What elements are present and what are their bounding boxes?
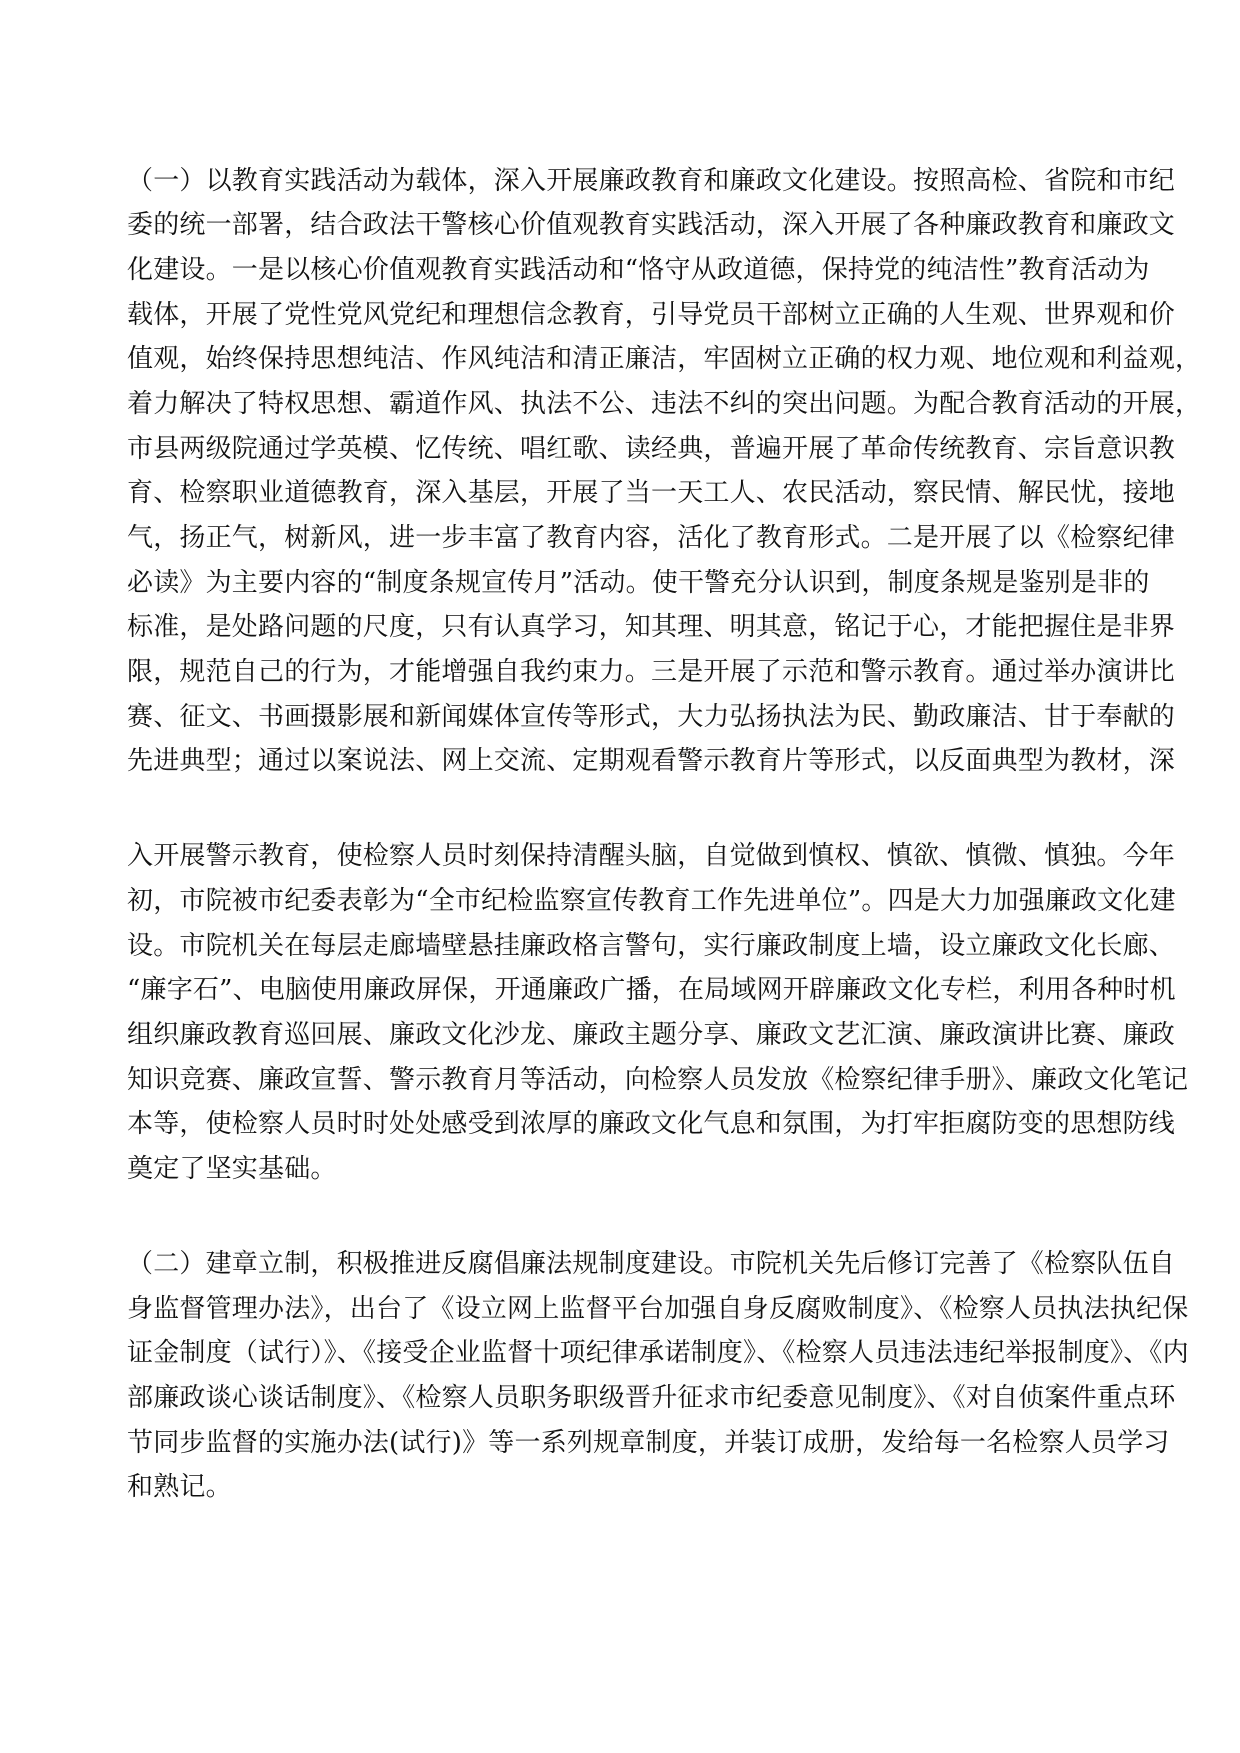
text-line: 入开展警示教育，使检察人员时刻保持清醒头脑，自觉做到慎权、慎欲、慎微、慎独。今年 [127,841,1176,871]
text-line: 限，规范自己的行为，才能增强自我约束力。三是开展了示范和警示教育。通过举办演讲比 [127,657,1176,687]
text-line: 育、检察职业道德教育，深入基层，开展了当一天工人、农民活动，察民情、解民忧，接地 [127,478,1176,508]
text-line: 设。市院机关在每层走廊墙壁悬挂廉政格言警句，实行廉政制度上墙，设立廉政文化长廊、 [127,931,1176,961]
text-line: 化建设。一是以核心价值观教育实践活动和“恪守从政道德，保持党的纯洁性”教育活动为 [127,255,1150,285]
text-line: 市县两级院通过学英模、忆传统、唱红歌、读经典，普遍开展了革命传统教育、宗旨意识教 [127,434,1176,464]
text-line: 和熟记。 [127,1472,232,1502]
text-line: 组织廉政教育巡回展、廉政文化沙龙、廉政主题分享、廉政文艺汇演、廉政演讲比赛、廉政 [127,1020,1176,1050]
text-line: 必读》为主要内容的“制度条规宣传月”活动。使干警充分认识到，制度条规是鉴别是非的 [127,568,1150,598]
text-line: “廉字石”、电脑使用廉政屏保，开通廉政广播，在局域网开辟廉政文化专栏，利用各种时机 [127,975,1176,1005]
text-line: 值观，始终保持思想纯洁、作风纯洁和清正廉洁，牢固树立正确的权力观、地位观和利益观， [127,344,1202,374]
text-line: 先进典型；通过以案说法、网上交流、定期观看警示教育片等形式，以反面典型为教材，深 [127,746,1176,776]
text-line: 奠定了坚实基础。 [127,1154,337,1184]
text-line: 部廉政谈心谈话制度》、《检察人员职务职级晋升征求市纪委意见制度》、《对自侦案件重点环 [127,1383,1176,1413]
text-line: 证金制度（试行）》、《接受企业监督十项纪律承诺制度》、《检察人员违法违纪举报制度》、《内 [127,1338,1189,1368]
text-line: 标准，是处路问题的尺度，只有认真学习，知其理、明其意，铭记于心，才能把握住是非界 [127,612,1176,642]
text-line: 载体，开展了党性党风党纪和理想信念教育，引导党员干部树立正确的人生观、世界观和价 [127,300,1176,330]
text-line: 委的统一部署，结合政法干警核心价值观教育实践活动，深入开展了各种廉政教育和廉政文 [127,210,1176,240]
text-line: （二）建章立制，积极推进反腐倡廉法规制度建设。市院机关先后修订完善了《检察队伍自 [127,1249,1176,1279]
text-line: 本等，使检察人员时时处处感受到浓厚的廉政文化气息和氛围，为打牢拒腐防变的思想防线 [127,1109,1176,1139]
text-line: 赛、征文、书画摄影展和新闻媒体宣传等形式，大力弘扬执法为民、勤政廉洁、甘于奉献的 [127,702,1176,732]
text-line: 气，扬正气，树新风，进一步丰富了教育内容，活化了教育形式。二是开展了以《检察纪律 [127,523,1176,553]
text-line: 身监督管理办法》，出台了《设立网上监督平台加强自身反腐败制度》、《检察人员执法执纪保 [127,1294,1189,1324]
text-line: （一）以教育实践活动为载体，深入开展廉政教育和廉政文化建设。按照高检、省院和市纪 [127,166,1176,196]
text-line: 知识竞赛、廉政宣誓、警示教育月等活动，向检察人员发放《检察纪律手册》、廉政文化笔记 [127,1065,1189,1095]
text-line: 初，市院被市纪委表彰为“全市纪检监察宣传教育工作先进单位”。四是大力加强廉政文化建 [127,886,1176,916]
text-line: 着力解决了特权思想、霸道作风、执法不公、违法不纠的突出问题。为配合教育活动的开展， [127,389,1202,419]
text-line: 节同步监督的实施办法(试行)》等一系列规章制度，并装订成册，发给每一名检察人员学习 [127,1428,1170,1458]
